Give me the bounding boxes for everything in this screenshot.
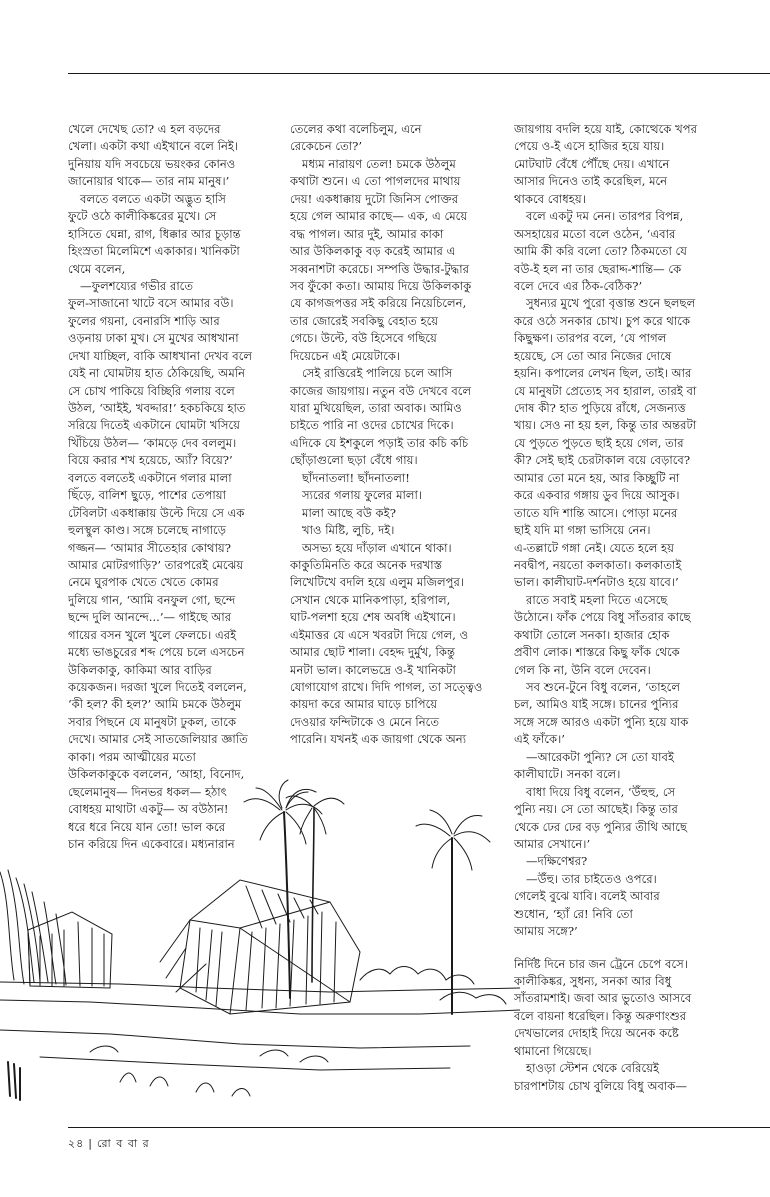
text-line: গজ্জন— ‘আমার সীতেহার কোথায়? <box>68 540 231 555</box>
text-line: চান করিয়ে দিন একেবারে। মধ্যনারান <box>68 836 235 851</box>
text-line: স্যরের গলায় ফুলের মালা। <box>302 488 423 503</box>
text-line: দেখা যাচ্ছিল, বাকি আধখানা দেখব বলে <box>68 348 252 363</box>
text-column-3 <box>514 121 719 1095</box>
text-line: জায়গায় বদলি হয়ে যাই, কোত্থেকে খপর <box>514 122 697 136</box>
text-line: গায়ের বসন খুলে খুলে ফেলচে। এরই <box>68 627 237 642</box>
text-line: দেখভালের দোহাই দিয়ে অনেক কষ্টে <box>514 1026 679 1041</box>
text-line: আমায় সঙ্গে?’ <box>514 924 578 939</box>
text-line: টেবিলটা একধাক্কায় উল্টে দিয়ে সে এক <box>68 505 245 520</box>
text-line: উকিলকাকুকে বললেন, ‘আহা, বিনোদ, <box>68 767 245 782</box>
text-line: যে মানুষটা প্রেত্যেহ সব হারাল, তারই বা <box>514 383 697 398</box>
text-line: রেকেচেন তো?’ <box>290 139 363 154</box>
text-line: বলতে বলতেই একটানে গলার মালা <box>68 470 232 485</box>
text-line: অসভ্য হয়ে দাঁড়াল এখানে থাকা। <box>302 540 452 555</box>
text-line: বিয়ে করার শখ হয়েচে, অ্যাঁ? বিয়ে?’ <box>68 453 233 468</box>
text-line: বাধা দিয়ে বিধু বলেন, ‘উঁহুহু, সে <box>526 784 676 799</box>
text-line: কাজের জায়গায়। নতুন বউ দেখবে বলে <box>290 383 472 398</box>
text-line: কয়েকজন। দরজা খুলে দিতেই বললেন, <box>68 680 247 694</box>
text-line: হয়নি। কপালের লেখন ছিল, তাই। আর <box>514 366 692 381</box>
text-line: তাতে যদি শান্তি আসে। পোড়া মনের <box>514 505 678 520</box>
text-line: নেমে ঘুরপাক খেতে খেতে কোমর <box>68 575 219 590</box>
text-line: থাকবে বোধহয়। <box>514 191 586 206</box>
text-line: দুনিয়ায় যদি সবচেয়ে ভয়ংকর কোনও <box>68 156 236 171</box>
text-line: কায়দা করে আমার ঘাড়ে চাপিয়ে <box>290 697 438 712</box>
text-line: উকিলকাকু, কাকিমা আর বাড়ির <box>68 662 212 677</box>
text-line: পারেনি। যখনই এক জায়গা থেকে অন্য <box>290 732 467 747</box>
text-line: বলে একটু দম নেন। তারপর বিপন্ন, <box>526 209 684 224</box>
text-line: গেলেই বুঝে যাবি। বলেই আবার <box>514 889 660 904</box>
text-line <box>514 941 719 956</box>
text-line: সাঁতরামশাই। জবা আর ভুতোও আসবে <box>514 991 692 1006</box>
text-line: ফুল-সাজানো খাটে বসে আমার বউ। <box>68 296 234 311</box>
text-line: দেখে। আমার সেই সাতজেলিয়ার জ্ঞাতি <box>68 732 248 747</box>
text-line: মালা আছে বউ কই? <box>302 505 396 520</box>
text-line: মোটঘাট বেঁধে পৌঁছে দেয়। এখানে <box>514 156 670 171</box>
text-line: কিছুক্ষণ। তারপর বলে, ‘যে পাগল <box>514 331 667 346</box>
text-line: ঘাট-পলশা হয়ে শেষ অবধি এইখানে। <box>290 610 456 625</box>
text-line: হিংস্রতা মিলেমিশে একাকার। খানিকটা <box>68 244 240 259</box>
text-line: হয়ে গেল আমার কাছে— এক, এ মেয়ে <box>290 209 468 224</box>
text-line: সব্বনাশটা করেচে। সম্পত্তি উদ্ধার-টুদ্ধার <box>290 261 469 276</box>
text-line: গেল কি না, উনি বলে দেবেন। <box>514 662 651 677</box>
magazine-name: রো ব বা র <box>97 1137 150 1150</box>
text-column-1 <box>68 121 273 853</box>
text-line: আমার মোটরগাড়ি?’ তারপরেই মেঝেয় <box>68 557 244 572</box>
text-line: গেচে। উল্টে, বউ হিসেবে গছিয়ে <box>290 331 437 346</box>
text-line: এইমাত্তর যে এসে খবরটা দিয়ে গেল, ও <box>290 627 469 642</box>
text-line: ‘কী হল? কী হল?’ আমি চমকে উঠলুম <box>68 697 242 712</box>
text-line: এই ফাঁকে।’ <box>514 732 565 747</box>
text-line: চল, আমিও যাই সঙ্গে। চানের পুন্যির <box>514 697 679 712</box>
text-line: কালীকিঙ্কর, সুধন্য, সনকা আর বিধু <box>514 974 672 988</box>
page-number: ২৪ <box>68 1137 85 1150</box>
text-line: দেয়! একধাক্কায় দুটো জিনিস পোক্তর <box>290 191 459 206</box>
text-line: যারা মুখিয়েছিল, তারা অবাক। আমিও <box>290 401 462 415</box>
text-line: এ-তল্লাটে গঙ্গা নেই। যেতে হলে হয় <box>514 540 674 555</box>
text-line: সুধন্যর মুখে পুরো বৃত্তান্ত শুনে ছলছল <box>526 296 696 311</box>
text-line: ফুলের গয়না, বেনারসি শাড়ি আর <box>68 313 220 328</box>
text-line: থেকে ঢের ঢের বড় পুন্যির তীথি আছে <box>514 819 687 834</box>
text-line: থামানো গিয়েছে। <box>514 1043 592 1058</box>
text-line: সব শুনে-টুনে বিধু বলেন, ‘তাহলে <box>526 680 680 694</box>
text-line: আমার ছোট শালা। বেহদ্দ দুর্মুখ, কিন্তু <box>290 645 455 660</box>
text-line: সেই রাত্তিরেই পালিয়ে চলে আসি <box>302 366 453 381</box>
text-line: —ফুলশয্যের গভীর রাতে <box>80 278 194 293</box>
text-line: আসার দিনেও তাই করেছিল, মনে <box>514 174 668 189</box>
text-column-2 <box>290 121 495 749</box>
text-line: যোগাযোগ রাখে। দিদি পাগল, তা সত্ত্বেও <box>290 680 483 694</box>
text-line: চারপাশটায় চোখ বুলিয়ে বিধু অবাক— <box>514 1078 687 1093</box>
text-line: যে কাগজপত্তর সই করিয়ে নিয়েচিলেন, <box>290 296 467 311</box>
text-line: ছেলেমানুষ— দিনভর ধকল— হঠাৎ <box>68 784 227 799</box>
text-line: করে ওঠে সনকার চোখ। চুপ করে থাকে <box>514 313 691 328</box>
text-line: হাসিতে ঘেন্না, রাগ, ধিক্কার আর চূড়ান্ত <box>68 226 241 241</box>
text-line: রাতে সবাই মহলা দিতে এসেছে <box>526 592 668 607</box>
text-line: বলে দেবে এর ঠিক-বেঠিক?’ <box>514 278 643 293</box>
text-line: নির্দিষ্ট দিনে চার জন ট্রেনে চেপে বসে। <box>514 956 688 971</box>
text-line: সঙ্গে সঙ্গে আরও একটা পুন্যি হয়ে যাক <box>514 714 689 729</box>
text-line: খায়। সেও না হয় হল, কিন্তু তার অন্তরটা <box>514 418 697 433</box>
text-line: আর উকিলকাকু বড় করেই আমার এ <box>290 244 456 259</box>
text-line: মধ্যে ভাঙচুরের শব্দ পেয়ে চলে এসচেন <box>68 645 245 660</box>
text-line: দিয়েচেন এই মেয়েটাকে। <box>290 348 401 363</box>
text-line: মধ্যম নারায়ণ তেল! চমকে উঠলুম <box>302 156 456 171</box>
text-line: খেলা। একটা কথা এইখানে বলে নিই। <box>68 139 239 154</box>
text-line: শুধোন, ‘হ্যাঁ রে! নিবি তো <box>514 906 633 921</box>
text-line: হাওড়া স্টেশন থেকে বেরিয়েই <box>526 1061 660 1076</box>
text-line: ফুটে ওঠে কালীকিঙ্করের মুখে। সে <box>68 209 217 224</box>
text-line: ছিঁড়ে, বালিশ ছুড়ে, পাশের তেপায়া <box>68 488 226 503</box>
text-line: সব ফুঁকো কতা। আমায় দিয়ে উকিলকাকু <box>290 278 472 293</box>
text-line: কী? সেই ছাই চেরটাকাল বয়ে বেড়াবে? <box>514 453 691 468</box>
text-line: কাকা। পরম আত্মীয়ের মতো <box>68 749 196 764</box>
text-line: যে পুড়তে পুড়তে ছাই হয়ে গেল, তার <box>514 435 684 450</box>
text-line: হুলস্থুল কাণ্ড। সঙ্গে চলেছে নাগাড়ে <box>68 523 226 538</box>
text-line: ছন্দে দুলি আনন্দে...’— গাইছে আর <box>68 610 232 625</box>
text-line: ছোঁড়াগুলো ছড়া বেঁধে গায়। <box>290 453 418 468</box>
text-line: বলতে বলতে একটা অদ্ভুত হাসি <box>80 191 226 206</box>
text-line: খিঁচিয়ে উঠল— ‘কামড়ে দেব বললুম। <box>68 435 237 450</box>
text-line: সে চোখ পাকিয়ে বিচ্ছিরি গলায় বলে <box>68 383 235 398</box>
text-line: তেলের কথা বলেচিলুম, এনে <box>290 122 422 136</box>
text-line: বোধহয় মাথাটা একটু— অ বউঠান! <box>68 802 229 817</box>
text-line: কথাটা শুনে। এ তো পাগলদের মাথায় <box>290 174 461 189</box>
text-line: হয়েছে, সে তো আর নিজের দোষে <box>514 348 672 363</box>
text-line: উঠল, ‘আইই, খবদ্দার!’ হকচকিয়ে হাত <box>68 401 246 415</box>
text-line: যেই না ঘোমটায় হাত ঠেকিয়েছি, অমনি <box>68 366 246 381</box>
text-line: নবদ্বীপ, নয়তো কলকাতা। কলকাতাই <box>514 557 682 572</box>
page-footer <box>68 1135 150 1154</box>
text-line: ভাল। কালীঘাট-দর্শনটাও হয়ে যাবে।’ <box>514 575 679 590</box>
text-line: —দক্ষিণেশ্বর? <box>526 854 588 869</box>
header-rule <box>68 73 770 74</box>
text-line: বউ-ই হল না তার ছেরাদ্দ-শান্তি— কে <box>514 261 682 276</box>
text-line: মনটা ভাল। কালেভদ্রে ও-ই খানিকটা <box>290 662 456 677</box>
text-line: দোষ কী? হাত পুড়িয়ে রাঁধে, সেজন্যত্ত <box>514 401 686 415</box>
text-line: আমার তো মনে হয়, আর কিচ্ছুটি না <box>514 470 680 485</box>
text-line: আমার সেখানে।’ <box>514 836 591 851</box>
text-line: চাইতে পারি না ওদের চোখের দিকে। <box>290 418 454 433</box>
text-line: ছাঁদনাতলা! ছাঁদনাতলা! <box>302 470 410 485</box>
text-line: থেমে বলেন, <box>68 261 126 276</box>
text-line: উঠোনে। ফাঁক পেয়ে বিধু সাঁতরার কাছে <box>514 610 691 625</box>
text-line: এদিকে যে ইশকুলে পড়াই তার কচি কচি <box>290 435 469 450</box>
text-line: প্রবীণ লোক। শাস্তরে কিছু ফাঁক থেকে <box>514 645 680 660</box>
text-line: আমি কী করি বলো তো? ঠিকমতো যে <box>514 244 687 259</box>
text-line: পুন্যি নয়। সে তো আছেই। কিন্তু তার <box>514 802 678 817</box>
text-line: অসহায়ের মতো বলে ওঠেন, ‘এবার <box>514 226 676 241</box>
text-line: পেয়ে ও-ই এসে হাজির হয়ে যায়। <box>514 139 665 154</box>
text-line: কথাটা তোলে সনকা। হাজার হোক <box>514 627 670 642</box>
text-line: দেওয়ার ফন্দিটাকে ও মেনে নিতে <box>290 714 440 729</box>
footer-rule <box>68 1127 770 1128</box>
village-hut-illustration <box>0 752 520 1112</box>
text-line: সবার পিছনে যে মানুষটা ঢুকল, তাকে <box>68 714 237 729</box>
text-line: ছাই যদি মা গঙ্গা ভাসিয়ে নেন। <box>514 523 651 538</box>
text-line: দুলিয়ে গান, ‘আমি বনফুল গো, ছন্দে <box>68 592 236 607</box>
text-line: জানোয়ার থাকে— তার নাম মানুষ।’ <box>68 174 230 189</box>
text-line: সেখান থেকে মানিকপাড়া, হরিপাল, <box>290 592 451 607</box>
text-line: করে একবার গঙ্গায় ডুব দিয়ে আসুক। <box>514 488 680 503</box>
text-line: লিখেটিখে বদলি হয়ে এলুম মজিলপুর। <box>290 575 465 590</box>
text-line: সরিয়ে দিতেই একটানে ঘোমটা খসিয়ে <box>68 418 240 433</box>
text-line: তার জোরেই সবকিছু বেহাত হয়ে <box>290 313 439 328</box>
text-line: ধরে ধরে নিয়ে যান তো! ভাল করে <box>68 819 226 834</box>
text-line: খেলে দেখেছ তো? এ হল বড়দের <box>68 122 221 136</box>
text-line: কাকুতিমিনতি করে অনেক দরখাস্ত <box>290 557 443 572</box>
text-line: —আরেকটা পুন্যি? সে তো যাবই <box>526 749 675 764</box>
text-line: বদ্ধ পাগল। আর দুই, আমার কাকা <box>290 226 444 241</box>
text-line: খাও মিষ্টি, লুচি, দই। <box>302 523 395 538</box>
footer-separator: | <box>88 1137 94 1150</box>
text-line: বলে বায়না ধরেছিল। কিন্তু অরুণাংশুর <box>514 1008 687 1023</box>
text-line: ওড়নায় ঢাকা মুখ। সে মুখের আধখানা <box>68 331 239 346</box>
text-line: —উঁহু। তার চাইতেও ওপরে। <box>526 871 657 886</box>
text-line: কালীঘাটে। সনকা বলে। <box>514 767 621 782</box>
